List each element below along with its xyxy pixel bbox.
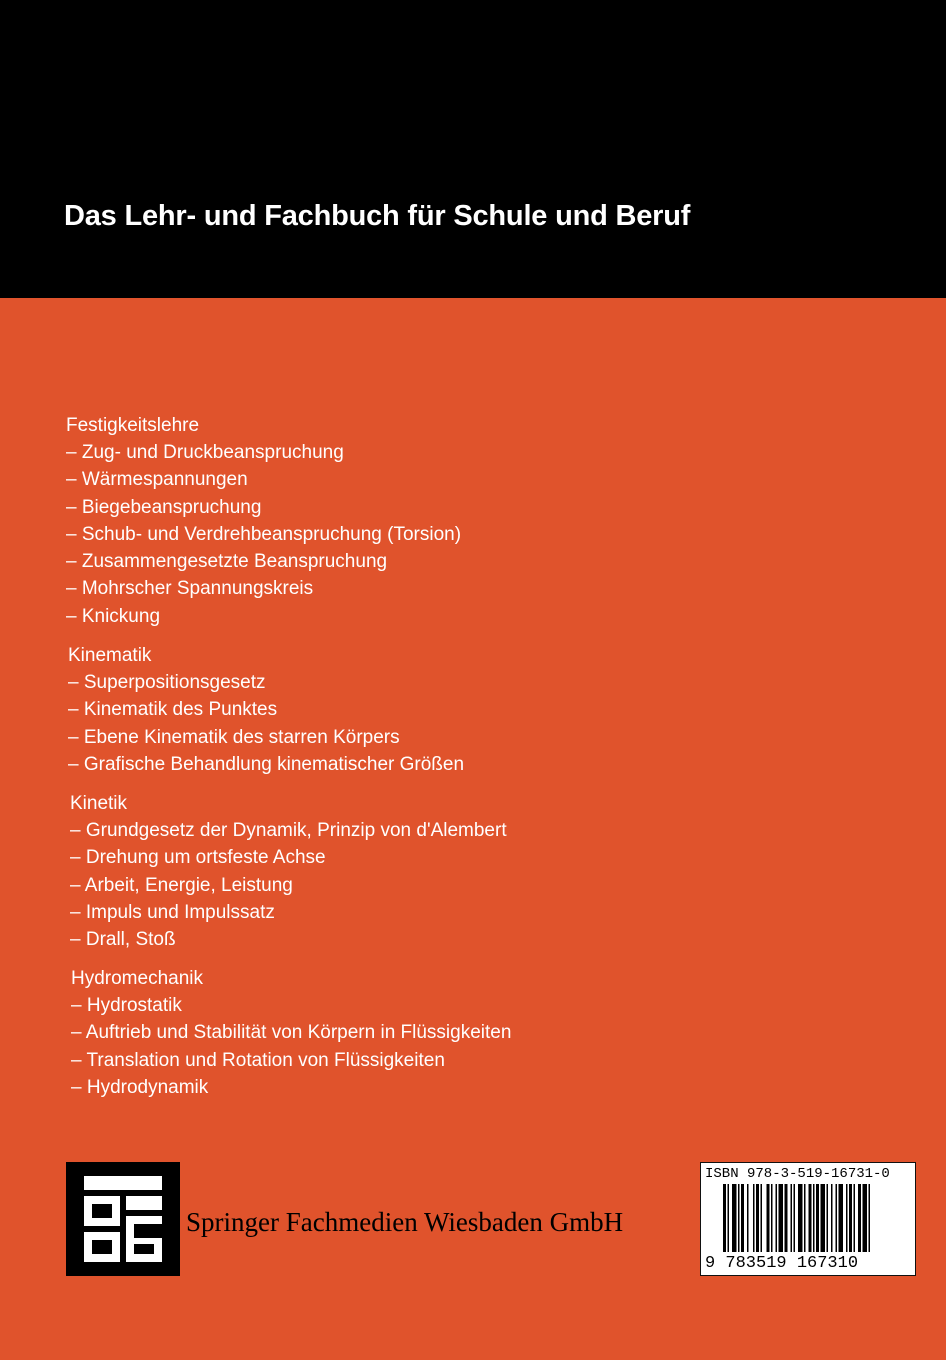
section-heading: Kinetik xyxy=(70,793,128,814)
top-band xyxy=(0,0,946,298)
list-item: – Grafische Behandlung kinematischer Größen xyxy=(68,753,465,775)
list-item: – Impuls und Impulssatz xyxy=(70,901,275,923)
section-heading: Festigkeitslehre xyxy=(66,415,200,436)
publisher-name: Springer Fachmedien Wiesbaden GmbH xyxy=(186,1207,624,1237)
list-item: – Ebene Kinematik des starren Körpers xyxy=(68,726,400,748)
list-item: – Kinematik des Punktes xyxy=(68,699,278,721)
section-hydromechanik xyxy=(71,965,511,1101)
section-heading: Kinematik xyxy=(68,645,152,666)
list-item: – Zug- und Druckbeanspruchung xyxy=(66,442,344,463)
list-item: – Hydrostatik xyxy=(71,995,182,1016)
section-kinetik xyxy=(70,790,507,953)
teubner-tg-logo-icon xyxy=(66,1162,180,1276)
list-item: – Biegebeanspruchung xyxy=(66,496,262,518)
list-item: – Schub- und Verdrehbeanspruchung (Torsion) xyxy=(66,523,462,545)
list-item: – Auftrieb und Stabilität von Körpern in Flüssigkeiten xyxy=(71,1022,512,1044)
barcode xyxy=(700,1162,916,1276)
list-item: – Grundgesetz der Dynamik, Prinzip von d'Alembert xyxy=(70,820,507,841)
list-item: – Arbeit, Energie, Leistung xyxy=(70,874,293,896)
list-item: – Wärmespannungen xyxy=(66,469,248,491)
list-item: – Knickung xyxy=(66,605,161,627)
list-item: – Mohrscher Spannungskreis xyxy=(66,578,314,600)
list-item: – Translation und Rotation von Flüssigkeiten xyxy=(71,1049,445,1071)
list-item: – Drehung um ortsfeste Achse xyxy=(70,847,326,869)
tagline: Das Lehr- und Fachbuch für Schule und Beruf xyxy=(64,200,691,232)
list-item: – Drall, Stoß xyxy=(70,929,176,951)
section-festigkeitslehre xyxy=(66,412,461,630)
section-kinematik xyxy=(68,642,464,778)
list-item: – Superpositionsgesetz xyxy=(68,672,266,693)
ean-number: 9 783519 167310 xyxy=(705,1254,859,1273)
isbn-number: ISBN 978-3-519-16731-0 xyxy=(705,1166,890,1182)
list-item: – Hydrodynamik xyxy=(71,1076,209,1098)
section-heading: Hydromechanik xyxy=(71,968,203,989)
list-item: – Zusammengesetzte Beanspruchung xyxy=(66,551,388,573)
barcode-bars xyxy=(723,1184,913,1252)
